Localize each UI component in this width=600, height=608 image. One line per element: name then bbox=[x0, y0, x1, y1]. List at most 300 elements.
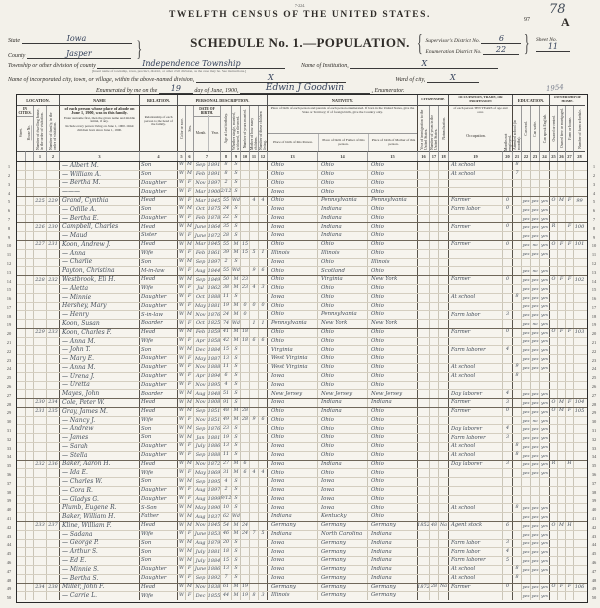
cell-home_free_mortgaged bbox=[557, 267, 565, 275]
cell-family_no bbox=[46, 504, 59, 512]
cell-birth_month: May bbox=[193, 303, 207, 311]
cell-can_read: yes bbox=[522, 233, 530, 239]
cell-years_married: 18 bbox=[240, 329, 249, 337]
cell-years_in_us bbox=[429, 241, 438, 249]
line-number: 22 bbox=[591, 348, 597, 354]
cell-can_write: yes bbox=[531, 338, 539, 344]
cell-years_married bbox=[240, 215, 249, 223]
cell-mother_birthplace: Ohio bbox=[367, 285, 417, 293]
cell-children_living: 4 bbox=[258, 197, 267, 205]
cell-house bbox=[25, 434, 33, 442]
col-label-age: Age at last birthday. bbox=[220, 106, 231, 151]
cell-age: 41 bbox=[220, 329, 231, 337]
cell-mother_of_children: 1 bbox=[249, 320, 258, 328]
months-not-employed-label: Months not employed. bbox=[504, 133, 512, 151]
cell-home_owned_rented bbox=[549, 364, 557, 372]
cell-mother_birthplace: Germany bbox=[367, 584, 417, 592]
cell-can_write: yes bbox=[531, 558, 539, 563]
cell-marital: M bbox=[231, 338, 240, 346]
cell-home_free_mortgaged bbox=[557, 311, 565, 319]
cell-birth_month: Nov bbox=[193, 180, 207, 188]
cell-years_in_us bbox=[429, 390, 438, 398]
cell-color: W bbox=[177, 417, 185, 425]
cell-can_read: yes bbox=[522, 522, 530, 528]
cell-months_not_employed bbox=[502, 232, 512, 240]
group-education: EDUCATION. bbox=[512, 95, 549, 106]
cell-farm_or_house bbox=[565, 540, 573, 548]
cell-children_living bbox=[258, 557, 267, 565]
cell-home_free_mortgaged bbox=[557, 259, 565, 267]
cell-family_no bbox=[46, 496, 59, 504]
cell-years_married bbox=[240, 232, 249, 240]
cell-farm_schedule_no bbox=[573, 496, 585, 504]
cell-birth_year: 1845 bbox=[207, 522, 221, 529]
line-number: 17 bbox=[591, 304, 597, 310]
cell-color: W bbox=[177, 496, 185, 504]
cell-immigration_year bbox=[417, 487, 429, 495]
cell-relation: Son bbox=[139, 540, 177, 548]
cell-mother_birthplace: Germany bbox=[367, 522, 417, 530]
cell-father_birthplace: Indiana bbox=[317, 232, 367, 240]
cell-birth_year: 1851 bbox=[207, 417, 221, 424]
cell-can_write: yes bbox=[531, 443, 539, 449]
cell-father_birthplace: Ohio bbox=[317, 346, 367, 354]
cell-months_not_employed bbox=[502, 320, 512, 328]
cell-birth_month: Nov bbox=[193, 382, 207, 390]
line-number: 7 bbox=[7, 216, 11, 222]
cell-home_free_mortgaged: M bbox=[557, 408, 565, 416]
cell-street bbox=[17, 180, 25, 188]
cell-can_write: yes bbox=[531, 197, 539, 203]
cell-birth_year: 1862 bbox=[207, 285, 221, 292]
cell-relation: Daughter bbox=[139, 373, 177, 381]
cell-relation: Wife bbox=[139, 250, 177, 258]
cell-years_in_us bbox=[429, 206, 438, 214]
cell-can_read: yes bbox=[522, 417, 530, 423]
cell-age: 20 bbox=[220, 540, 231, 548]
cell-naturalization bbox=[438, 513, 448, 521]
cell-home_free_mortgaged bbox=[557, 250, 565, 258]
cell-immigration_year bbox=[417, 285, 429, 293]
cell-home_owned_rented bbox=[549, 232, 557, 240]
cell-home_free_mortgaged: F bbox=[557, 584, 565, 592]
line-number: 18 bbox=[6, 313, 12, 319]
cell-home_owned_rented bbox=[549, 303, 557, 311]
cell-name: Koon, Susan bbox=[59, 320, 139, 328]
month-label: Month. bbox=[195, 131, 207, 135]
cell-children_living bbox=[258, 390, 267, 398]
line-number: 5 bbox=[7, 199, 11, 205]
cell-age: 50 bbox=[220, 276, 231, 284]
cell-naturalization bbox=[438, 276, 448, 284]
cell-name: Koon, Andrew J. bbox=[59, 241, 139, 249]
cell-relation: Son bbox=[139, 346, 177, 354]
cell-can_write: yes bbox=[531, 206, 539, 212]
table-row bbox=[17, 424, 587, 433]
cell-years_in_us bbox=[429, 267, 438, 275]
cell-school_months bbox=[512, 496, 521, 504]
cell-street bbox=[17, 592, 25, 600]
cell-children_living: 4 bbox=[258, 469, 267, 477]
cell-color: W bbox=[177, 206, 185, 214]
table-row bbox=[17, 556, 587, 565]
cell-birthplace: Ohio bbox=[267, 285, 317, 293]
col-number: 16 bbox=[417, 151, 429, 161]
cell-home_owned_rented bbox=[549, 531, 557, 539]
cell-birthplace: Iowa bbox=[267, 548, 317, 556]
line-number: 32 bbox=[6, 436, 12, 442]
cell-home_owned_rented bbox=[549, 259, 557, 267]
cell-naturalization bbox=[438, 338, 448, 346]
cell-months_not_employed bbox=[502, 513, 512, 521]
col-number: 1 bbox=[33, 151, 46, 161]
cell-school_months bbox=[512, 206, 521, 214]
col-number: 19 bbox=[448, 151, 502, 161]
cell-farm_schedule_no bbox=[573, 373, 585, 381]
cell-speaks_english: yes bbox=[539, 469, 549, 477]
cell-sex: F bbox=[185, 566, 193, 574]
cell-occupation: At school bbox=[448, 294, 502, 302]
cell-birth_month: Jul bbox=[193, 285, 207, 293]
cell-farm_or_house bbox=[565, 188, 573, 196]
cell-father_birthplace: Germany bbox=[317, 584, 367, 592]
cell-family_no bbox=[46, 531, 59, 539]
cell-street bbox=[17, 250, 25, 258]
cell-dwelling_no bbox=[33, 364, 46, 372]
house-number-label: House No. bbox=[26, 125, 31, 141]
cell-speaks_english bbox=[539, 487, 549, 495]
cell-sex: F bbox=[185, 320, 193, 328]
cell-months_not_employed: 0 bbox=[502, 408, 512, 416]
cell-occupation: Farmer bbox=[448, 584, 502, 592]
cell-can_read: yes bbox=[522, 268, 530, 274]
cell-relation: Daughter bbox=[139, 188, 177, 196]
cell-family_no bbox=[46, 250, 59, 258]
cell-immigration_year: 1852 bbox=[417, 522, 430, 529]
cell-years_married: 24 bbox=[240, 522, 249, 530]
cell-age: 24 bbox=[220, 311, 231, 319]
cell-marital: S bbox=[231, 540, 240, 548]
cell-mother_of_children bbox=[249, 522, 258, 530]
relation-desc: Relationship of each person to the head of the family. bbox=[144, 115, 173, 127]
cell-family_no: 238 bbox=[46, 584, 59, 592]
line-number: 15 bbox=[591, 287, 597, 293]
cell-house bbox=[25, 461, 33, 469]
cell-farm_or_house bbox=[565, 303, 573, 311]
cell-father_birthplace: Germany bbox=[317, 592, 367, 600]
pob-person-label: Place of birth of this Person. bbox=[273, 139, 313, 144]
cell-relation: Head bbox=[139, 522, 177, 530]
cell-marital: S bbox=[231, 223, 240, 231]
cell-months_not_employed bbox=[502, 171, 512, 179]
cell-home_owned_rented bbox=[549, 171, 557, 179]
cell-birth_month: June bbox=[194, 531, 207, 538]
table-row bbox=[17, 363, 587, 372]
line-number: 3 bbox=[592, 181, 596, 187]
col-label-school: Attended school (in months). bbox=[512, 106, 521, 151]
cell-age: 55 bbox=[220, 197, 231, 205]
cell-can_write: yes bbox=[531, 277, 539, 282]
cell-family_no bbox=[46, 364, 59, 372]
cell-relation: Son bbox=[139, 425, 177, 433]
cell-can_write: yes bbox=[531, 364, 539, 370]
cell-years_in_us bbox=[429, 575, 438, 583]
township-label: Township or other division of county bbox=[8, 63, 96, 69]
cell-immigration_year bbox=[417, 434, 429, 442]
cell-naturalization bbox=[438, 452, 448, 460]
cell-color: W bbox=[177, 267, 185, 275]
col-number bbox=[25, 151, 33, 161]
cell-immigration_year bbox=[417, 162, 429, 170]
col-label-yrs_us: Number of years in the United States. bbox=[429, 106, 438, 151]
cell-dwelling_no bbox=[33, 434, 46, 442]
cell-months_not_employed bbox=[502, 443, 512, 451]
cell-color: W bbox=[177, 355, 185, 363]
cell-birth_year: 1888 bbox=[207, 452, 221, 459]
cell-birth_year: 1853 bbox=[207, 531, 221, 538]
cell-birth_month: May bbox=[193, 504, 207, 512]
cell-color: W bbox=[177, 382, 185, 390]
cell-sex: M bbox=[185, 162, 193, 170]
cell-relation: Father bbox=[139, 513, 177, 521]
cell-farm_schedule_no bbox=[573, 531, 585, 539]
cell-can_read: yes bbox=[522, 197, 530, 203]
cell-months_not_employed: 3 bbox=[502, 399, 512, 407]
cell-birth_month: Aug bbox=[193, 540, 207, 548]
cell-home_free_mortgaged bbox=[557, 540, 565, 548]
cell-relation: S-Son bbox=[139, 504, 177, 512]
cell-dwelling_no bbox=[33, 346, 46, 354]
cell-years_married bbox=[240, 566, 249, 574]
cell-home_owned_rented bbox=[549, 294, 557, 302]
cell-naturalization: Na bbox=[438, 584, 448, 592]
cell-relation: Wife bbox=[139, 285, 177, 293]
cell-school_months bbox=[512, 355, 521, 363]
cell-naturalization bbox=[438, 496, 448, 504]
cell-mother_of_children bbox=[249, 496, 258, 504]
cell-years_in_us bbox=[429, 478, 438, 486]
line-number: 6 bbox=[592, 208, 596, 214]
cell-mother_of_children bbox=[249, 162, 258, 170]
cell-home_owned_rented bbox=[549, 320, 557, 328]
cell-farm_schedule_no bbox=[573, 390, 585, 398]
cell-father_birthplace: Ohio bbox=[317, 434, 367, 442]
cell-marital: S bbox=[231, 346, 240, 354]
supervisor-label: Supervisor's District No. bbox=[425, 37, 481, 44]
pob-mother-label: Place of birth of Mother of this person. bbox=[368, 134, 417, 151]
cell-years_in_us bbox=[429, 452, 438, 460]
cell-school_months: 8 bbox=[512, 575, 521, 583]
pob-father-label: Place of birth of Father of this person. bbox=[318, 134, 368, 151]
cell-school_months: 7 bbox=[512, 171, 521, 179]
cell-home_free_mortgaged bbox=[557, 215, 565, 223]
cell-family_no: 232 bbox=[46, 276, 59, 284]
cell-immigration_year bbox=[417, 241, 429, 249]
col-label-children_living: Number of these children living. bbox=[258, 106, 267, 151]
cell-birth_year: 1881 bbox=[207, 548, 221, 555]
cell-home_free_mortgaged bbox=[557, 303, 565, 311]
col-number: 18 bbox=[438, 151, 448, 161]
city-label: Name of incorporated city, town, or village, within the above-named division, bbox=[8, 77, 195, 83]
cell-can_write: yes bbox=[531, 224, 539, 230]
cell-name: Cole, Peter W. bbox=[59, 399, 139, 407]
cell-home_free_mortgaged: F bbox=[557, 329, 565, 337]
cell-age: 55 bbox=[220, 241, 231, 249]
cell-name: — Anna bbox=[59, 250, 139, 258]
cell-can_read bbox=[521, 259, 530, 267]
cell-sex: M bbox=[185, 399, 193, 407]
cell-birthplace: Ohio bbox=[267, 417, 317, 425]
cell-marital: S bbox=[231, 478, 240, 486]
cell-speaks_english: yes bbox=[539, 206, 549, 214]
cell-house bbox=[25, 540, 33, 548]
cell-name: Koon, Charles F. bbox=[59, 329, 139, 337]
cell-occupation: Farm laborer bbox=[448, 346, 502, 354]
cell-relation: Daughter bbox=[139, 364, 177, 372]
cell-birth_year: 1872 bbox=[207, 460, 221, 467]
cell-years_married: 28 bbox=[240, 408, 249, 416]
cell-years_in_us bbox=[429, 294, 438, 302]
table-row bbox=[17, 302, 587, 311]
cell-years_married bbox=[240, 548, 249, 556]
cell-years_married bbox=[240, 382, 249, 390]
cell-naturalization bbox=[438, 267, 448, 275]
cell-color: W bbox=[177, 294, 185, 302]
line-number: 2 bbox=[7, 172, 11, 178]
cell-color: W bbox=[177, 373, 185, 381]
cell-years_in_us bbox=[429, 320, 438, 328]
cell-home_free_mortgaged bbox=[557, 232, 565, 240]
cell-dwelling_no bbox=[33, 557, 46, 565]
cell-farm_or_house bbox=[565, 232, 573, 240]
cell-birth_month: Aug bbox=[193, 513, 207, 521]
col-number: 7 bbox=[193, 151, 220, 161]
table-row bbox=[17, 451, 587, 460]
cell-home_free_mortgaged bbox=[557, 513, 565, 521]
cell-can_write: yes bbox=[531, 233, 539, 239]
table-row bbox=[17, 565, 587, 574]
cell-house bbox=[25, 548, 33, 556]
cell-naturalization bbox=[438, 188, 448, 196]
cell-sex: M bbox=[185, 584, 193, 592]
cell-color: W bbox=[177, 592, 185, 600]
cell-children_living bbox=[258, 223, 267, 231]
cell-birth_year: 1892 bbox=[207, 575, 221, 582]
cell-birthplace: Iowa bbox=[267, 188, 317, 196]
cell-name: Campbell, Charles bbox=[59, 223, 139, 231]
cell-street bbox=[17, 399, 25, 407]
cell-home_owned_rented: O bbox=[549, 522, 557, 530]
cell-speaks_english bbox=[539, 188, 549, 196]
cell-home_owned_rented bbox=[549, 346, 557, 354]
cell-marital: S bbox=[231, 171, 240, 179]
cell-father_birthplace: Ohio bbox=[317, 303, 367, 311]
cell-occupation: At school bbox=[448, 171, 502, 179]
cell-home_owned_rented: R bbox=[549, 223, 557, 231]
cell-sex: M bbox=[185, 206, 193, 214]
cell-years_married bbox=[240, 557, 249, 565]
cell-can_read bbox=[521, 575, 530, 583]
line-number: 43 bbox=[6, 533, 12, 539]
cell-farm_schedule_no bbox=[573, 434, 585, 442]
date-of-birth-block bbox=[193, 106, 220, 151]
cell-home_free_mortgaged bbox=[557, 206, 565, 214]
table-row bbox=[17, 591, 587, 600]
cell-mother_of_children: 0 bbox=[249, 303, 258, 311]
cell-name: — Charles W. bbox=[59, 478, 139, 486]
cell-immigration_year bbox=[417, 504, 429, 512]
cell-marital: S bbox=[231, 504, 240, 512]
cell-children_living bbox=[258, 443, 267, 451]
cell-house bbox=[25, 311, 33, 319]
cell-speaks_english: yes bbox=[539, 399, 549, 407]
cell-home_free_mortgaged bbox=[557, 487, 565, 495]
cell-house bbox=[25, 496, 33, 504]
cell-family_no bbox=[46, 320, 59, 328]
cell-naturalization bbox=[438, 241, 448, 249]
cell-birth_year: 1844 bbox=[207, 267, 221, 274]
cell-immigration_year bbox=[417, 513, 429, 521]
cell-birthplace: Iowa bbox=[267, 259, 317, 267]
cell-speaks_english: yes bbox=[539, 241, 549, 249]
cell-sex: M bbox=[185, 329, 193, 337]
cell-years_in_us bbox=[429, 513, 438, 521]
cell-father_birthplace: Germany bbox=[317, 540, 367, 548]
cell-naturalization bbox=[438, 206, 448, 214]
cell-birthplace: Indiana bbox=[267, 513, 317, 521]
cell-age: 24 bbox=[220, 206, 231, 214]
line-number: 25 bbox=[591, 375, 597, 381]
cell-age: 9/12 bbox=[220, 496, 231, 504]
cell-color: W bbox=[177, 232, 185, 240]
col-number: 27 bbox=[565, 151, 573, 161]
cell-family_no bbox=[46, 478, 59, 486]
cell-birth_month: Nov bbox=[193, 461, 207, 469]
cell-dwelling_no bbox=[33, 504, 46, 512]
line-number: 38 bbox=[591, 489, 597, 495]
cell-years_in_us bbox=[429, 223, 438, 231]
cell-years_in_us bbox=[429, 373, 438, 381]
cell-school_months bbox=[512, 276, 521, 284]
cell-birth_year: 1895 bbox=[207, 381, 221, 388]
cell-children_living bbox=[258, 373, 267, 381]
cell-mother_birthplace: Ohio bbox=[367, 303, 417, 311]
cell-color: W bbox=[177, 443, 185, 451]
cell-relation: Son bbox=[139, 478, 177, 486]
cell-mother_of_children: 8 bbox=[249, 592, 258, 600]
cell-children_living bbox=[258, 452, 267, 460]
cell-marital: M bbox=[231, 276, 240, 284]
cell-relation: Daughter bbox=[139, 303, 177, 311]
cell-months_not_employed bbox=[502, 452, 512, 460]
cell-birth_month: July bbox=[193, 557, 207, 565]
cell-birth_month: Oct bbox=[193, 206, 207, 214]
ward-label: Ward of city, bbox=[395, 77, 426, 83]
cell-naturalization bbox=[438, 232, 448, 240]
cell-months_not_employed bbox=[502, 382, 512, 390]
cell-name: — Mary E. bbox=[59, 355, 139, 363]
cell-birth_year: 1845 bbox=[207, 197, 221, 204]
cell-relation: Daughter bbox=[139, 452, 177, 460]
cell-birth_year: 1875 bbox=[207, 206, 221, 213]
cell-farm_or_house bbox=[565, 390, 573, 398]
cell-can_write: yes bbox=[531, 294, 539, 300]
cell-farm_schedule_no bbox=[573, 250, 585, 258]
cell-color: W bbox=[177, 329, 185, 337]
line-number: 21 bbox=[6, 340, 12, 346]
cell-birth_year: 1897 bbox=[207, 179, 221, 186]
cell-children_living bbox=[258, 399, 267, 407]
